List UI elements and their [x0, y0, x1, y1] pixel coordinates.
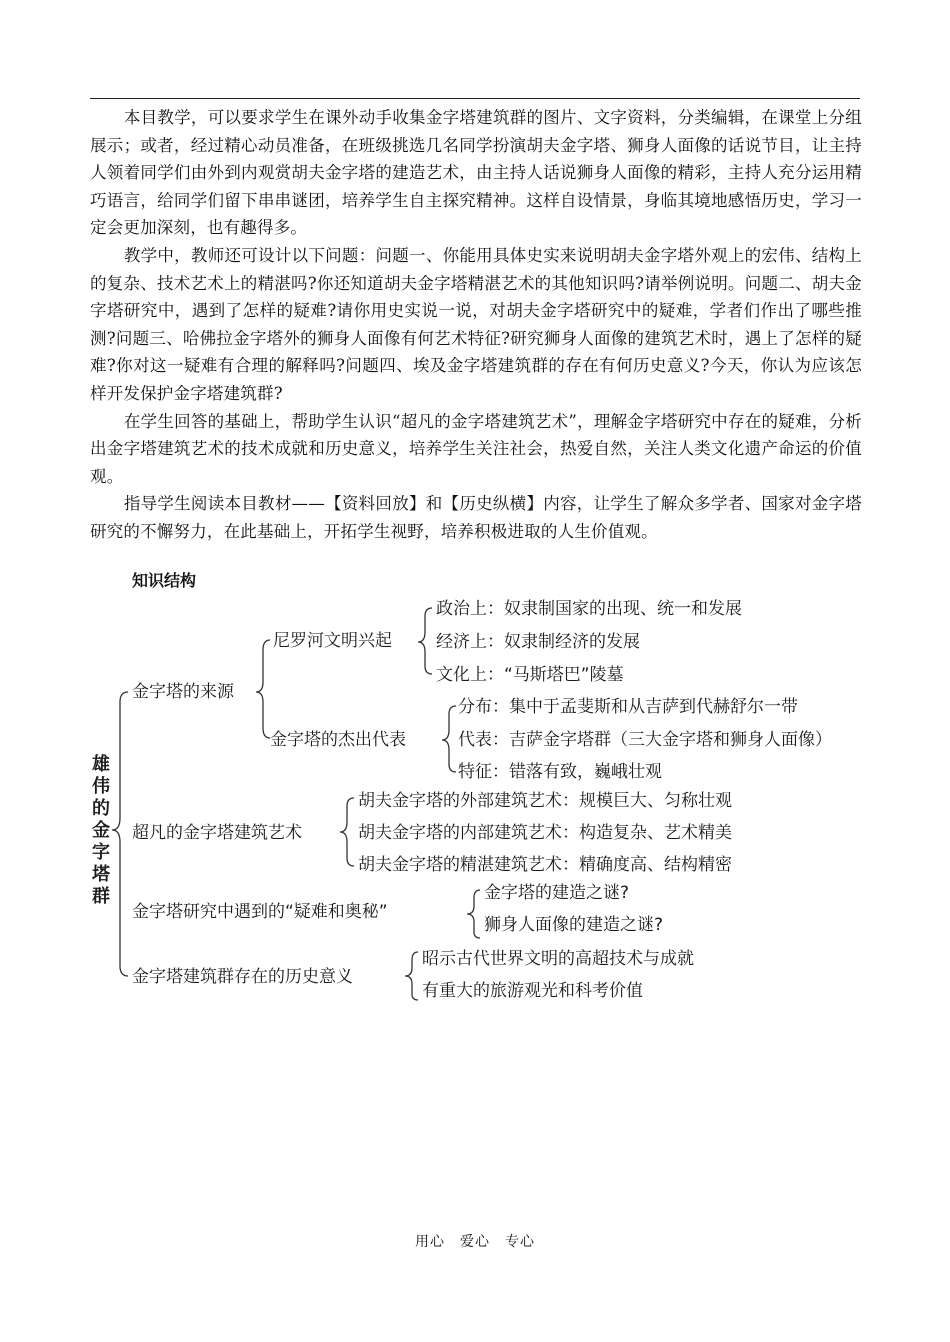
- root-char: 雄: [92, 754, 110, 775]
- sub2-bracket: [442, 706, 456, 772]
- branch2-item: 胡夫金字塔的外部建筑艺术：规模巨大、匀称壮观: [358, 791, 732, 811]
- branch2-bracket: [340, 798, 354, 866]
- root-char: 的: [92, 798, 110, 819]
- sub1-item: 政治上：奴隶制国家的出现、统一和发展: [436, 599, 742, 619]
- root-char: 伟: [92, 776, 110, 797]
- branch-label-mystery: 金字塔研究中遇到的“疑难和奥秘”: [132, 902, 388, 922]
- sub2-item: 特征：错落有致，巍峨壮观: [458, 762, 662, 782]
- sub1-item: 经济上：奴隶制经济的发展: [436, 632, 640, 652]
- root-char: 字: [92, 842, 110, 863]
- root-title: [91, 753, 111, 907]
- paragraph-2: 教学中，教师还可设计以下问题：问题一、你能用具体史实来说明胡夫金字塔外观上的宏伟、结构上的复杂、技术艺术上的精湛吗?你还知道胡夫金字塔精湛艺术的其他知识吗?请举例说明。问题二、胡夫金字塔研究中，遇到了怎样的疑难?请你用史实说一说，对胡夫金字塔研究中的疑难，学者们作出了哪些推测?问题三、哈佛拉金字塔外的狮身人面像有何艺术特征?研究狮身人面像的建筑艺术时，遇上了怎样的疑难?你对这一疑难有合理的解释吗?问题四、埃及金字塔建筑群的存在有何历史意义?今天，你认为应该怎样开发保护金字塔建筑群?: [90, 245, 862, 403]
- branch4-item: 有重大的旅游观光和科考价值: [422, 981, 643, 1001]
- branch3-item: 金字塔的建造之谜?: [484, 883, 630, 903]
- branch-label-significance: 金字塔建筑群存在的历史意义: [132, 967, 353, 987]
- branch3-item: 狮身人面像的建造之谜?: [484, 915, 664, 935]
- paragraph-1: 本目教学，可以要求学生在课外动手收集金字塔建筑群的图片、文字资料，分类编辑，在课堂上分组展示；或者，经过精心动员准备，在班级挑选几名同学扮演胡夫金字塔、狮身人面像的话说节目，让主持人领着同学们由外到内观赏胡夫金字塔的建造艺术，由主持人话说狮身人面像的精彩，主持人充分运用精巧语言，给同学们留下串串谜团，培养学生自主探究精神。这样自设情景，身临其境地感悟历史，学习一定会更加深刻，也有趣得多。: [90, 108, 862, 238]
- branch2-item: 胡夫金字塔的精湛建筑艺术：精确度高、结构精密: [358, 855, 732, 875]
- knowledge-structure-title: 知识结构: [132, 571, 197, 590]
- branch1-bracket: [256, 640, 270, 738]
- paragraph-4: 指导学生阅读本目教材——【资料回放】和【历史纵横】内容，让学生了解众多学者、国家对金字塔研究的不懈努力，在此基础上，开拓学生视野，培养积极进取的人生价值观。: [90, 494, 862, 541]
- sub1-item: 文化上：“马斯塔巴”陵墓: [436, 665, 624, 685]
- root-char: 塔: [92, 864, 110, 885]
- branch-label-origin: 金字塔的来源: [132, 682, 234, 702]
- branch4-bracket: [405, 952, 418, 1000]
- sub1-bracket: [418, 608, 432, 674]
- branch-label-art: 超凡的金字塔建筑艺术: [132, 823, 302, 843]
- sub-label-nile: 尼罗河文明兴起: [273, 631, 392, 651]
- page-footer: 用心 爱心 专心: [415, 1234, 535, 1250]
- branch4-item: 昭示古代世界文明的高超技术与成就: [422, 949, 694, 969]
- paragraph-3: 在学生回答的基础上，帮助学生认识“超凡的金字塔建筑艺术”，理解金字塔研究中存在的疑难，分析出金字塔建筑艺术的技术成就和历史意义，培养学生关注社会，热爱自然，关注人类文化遗产命运的价值观。: [90, 411, 862, 486]
- root-char: 群: [92, 886, 110, 907]
- root-bracket: [112, 692, 128, 976]
- root-char: 金: [92, 820, 110, 841]
- branch3-bracket: [467, 890, 480, 938]
- sub-label-representative: 金字塔的杰出代表: [270, 730, 406, 750]
- branch2-item: 胡夫金字塔的内部建筑艺术：构造复杂、艺术精美: [358, 823, 732, 843]
- sub2-item: 代表：吉萨金字塔群（三大金字塔和狮身人面像）: [458, 730, 832, 750]
- sub2-item: 分布：集中于孟斐斯和从吉萨到代赫舒尔一带: [458, 697, 798, 717]
